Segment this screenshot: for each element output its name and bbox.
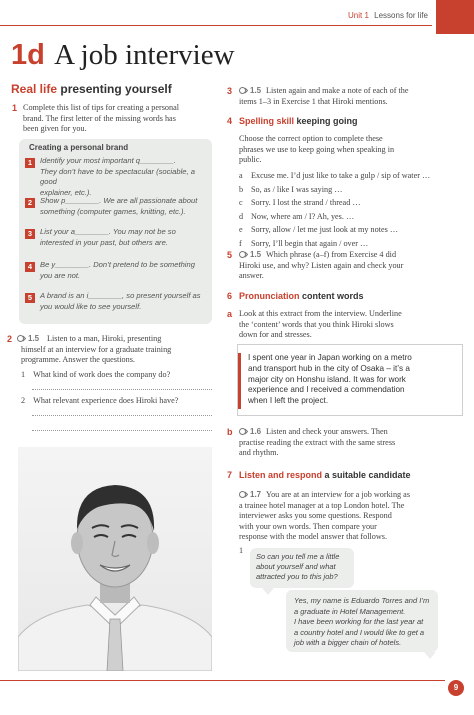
ex3-line: items 1–3 in Exercise 1 that Hiroki mentions. [239, 96, 388, 106]
ex2-q-num: 1 [21, 370, 26, 379]
ex4-item [239, 223, 464, 237]
item-text: So, as / like I was saying … [251, 184, 343, 194]
answer-line[interactable] [32, 430, 212, 431]
quote-accent-bar [238, 353, 241, 409]
lesson-name: A job interview [54, 39, 235, 71]
tip-5 [40, 291, 210, 312]
ex3-track: 1.5 [250, 86, 262, 95]
quote-line: major city on Honshu island. It was for work [248, 374, 406, 384]
tip-line: something (computer games, knitting, etc.). [40, 206, 186, 216]
unit-label: Unit 1 [348, 11, 369, 20]
ex4-item [239, 196, 464, 210]
ex7-track: 1.7 [250, 490, 262, 499]
tip-line: List your a________. You may not be so [40, 227, 176, 236]
ex4-heading [239, 116, 358, 126]
bubble-line: attracted you to this job? [256, 572, 338, 581]
bubble-line: I have been working for the last year at [294, 617, 424, 627]
section-heading-black: presenting yourself [60, 82, 172, 96]
ex5-line: answer. [239, 271, 264, 281]
item-letter: f [239, 238, 242, 248]
item-text: Sorry, I’ll begin that again / over … [251, 238, 369, 248]
item-letter: e [239, 225, 243, 235]
tip-line: you are not. [40, 270, 81, 280]
unit-title: Lessons for life [374, 11, 428, 20]
tip-number: 4 [25, 262, 35, 272]
ex5-track: 1.5 [250, 250, 262, 259]
bubble-line: So can you tell me a little [256, 552, 340, 561]
bubble-line: Yes, my name is Eduardo Torres and I’m [294, 596, 430, 605]
ex6-heading-black: content words [302, 291, 364, 301]
answer-line[interactable] [32, 415, 212, 416]
item-text: Sorry, allow / let me just look at my notes … [251, 225, 399, 235]
tip-line: Identify your most important q________. [40, 156, 176, 165]
ex5-text [239, 250, 459, 282]
ex6a-line: down for and stresses. [239, 330, 312, 340]
ex6b-line: practise reading the extract with the same stress [239, 437, 396, 447]
page-number: 9 [448, 680, 464, 696]
bubble-line: about yourself and what [256, 562, 336, 571]
lesson-code: 1d [11, 39, 45, 71]
tip-line: Show p________. We are all passionate about [40, 196, 198, 205]
ex2-instr-line: programme. Answer the questions. [21, 355, 135, 365]
ex1-instr-line: been given for you. [23, 124, 87, 134]
ex6b-line: and rhythm. [239, 448, 279, 458]
candidate-speech-bubble [286, 590, 438, 652]
ex3-text [239, 86, 459, 107]
ex4-item [239, 210, 464, 224]
item-letter: c [239, 198, 243, 208]
ex7-number: 7 [227, 470, 233, 480]
tip-1 [40, 156, 210, 198]
ex4-item [239, 169, 464, 183]
ex7-line: You are at an interview for a job working as [266, 490, 411, 499]
tip-number: 3 [25, 229, 35, 239]
ex7-heading-red: Listen and respond [239, 470, 323, 480]
interviewer-speech-bubble [250, 548, 354, 588]
running-header [348, 11, 428, 20]
hiroki-photo [18, 447, 212, 671]
item-text: Sorry. I lost the strand / thread … [251, 198, 361, 208]
extract-quote-box [237, 344, 463, 416]
ex6b-text [239, 427, 464, 459]
tip-line: They don’t have to be spectacular (sociable, a good [40, 166, 195, 187]
quote-line: and transport hub in the city of Osaka – it’s a [248, 363, 410, 373]
ex6-heading-red: Pronunciation [239, 291, 300, 301]
ex4-heading-black: keeping going [296, 116, 358, 126]
tip-2 [40, 196, 210, 217]
ex2-instr-line: Listen to a man, Hiroki, presenting [47, 334, 162, 343]
bubble-line: a graduate in Hotel Management. [294, 606, 406, 616]
quote-line: when I left the project. [248, 396, 329, 406]
bubble-tail [262, 588, 274, 595]
ex7-line: response with the model answer that follows. [239, 532, 388, 542]
ex4-item [239, 183, 464, 197]
tip-number: 5 [25, 293, 35, 303]
ex5-number: 5 [227, 250, 233, 260]
ex4-instructions [239, 134, 459, 166]
ex6a-label: a [227, 309, 233, 319]
tip-number: 2 [25, 198, 35, 208]
lesson-title [11, 38, 235, 72]
ex2-q-text: What relevant experience does Hiroki have? [33, 396, 179, 405]
ex6b-line: Listen and check your answers. Then [266, 427, 388, 436]
ex2-instructions [21, 334, 221, 366]
ex6-number: 6 [227, 291, 233, 301]
item-text: Now, where am / I? Ah, yes. … [251, 211, 355, 221]
ex4-number: 4 [227, 116, 233, 126]
bubble-line: a country hotel and I would like to get a [294, 627, 425, 637]
ex4-item [239, 237, 464, 251]
tip-3 [40, 227, 210, 248]
quote-line: experience and I received a commendation [248, 385, 405, 395]
ex4-items [239, 169, 464, 251]
ex1-instructions [23, 103, 223, 135]
ex4-heading-red: Spelling skill [239, 116, 295, 126]
tip-line: you would like to see yourself. [40, 301, 142, 311]
person-portrait-illustration [18, 447, 212, 671]
ex2-q-text: What kind of work does the company do? [33, 370, 171, 379]
section-heading [11, 82, 172, 96]
ex7-line: with your own words. Then compare your [239, 521, 377, 531]
ex7-heading-black: a suitable candidate [324, 470, 411, 480]
ex2-track: 1.5 [28, 334, 40, 343]
ex7-item-number: 1 [239, 546, 244, 555]
quote-line: I spent one year in Japan working on a metro [248, 353, 412, 362]
tip-box [19, 139, 212, 324]
ex5-line: Which phrase (a–f) from Exercise 4 did [266, 250, 397, 259]
ex4-instr-line: public. [239, 155, 262, 165]
ex1-instr-line: Complete this list of tips for creating a personal [23, 103, 179, 112]
corner-tab [436, 0, 474, 34]
bubble-tail [424, 652, 436, 659]
ex1-instr-line: brand. The first letter of the missing words has [23, 113, 176, 123]
ex4-instr-line: Choose the correct option to complete these [239, 134, 383, 143]
header-rule [0, 25, 432, 26]
ex2-number: 2 [7, 334, 13, 344]
ex2-instr-line: himself at an interview for a graduate training [21, 344, 172, 354]
ex2-q-num: 2 [21, 396, 26, 405]
ex5-line: Hiroki use, and why? Listen again and check your [239, 260, 404, 270]
tip-4 [40, 260, 210, 281]
item-letter: d [239, 211, 244, 221]
tip-line: explainer, etc.). [40, 187, 92, 197]
ex2-q1 [21, 370, 170, 381]
ex3-line: Listen again and make a note of each of the [266, 86, 409, 95]
answer-line[interactable] [32, 389, 212, 390]
tip-line: interested in your past, but others are. [40, 237, 168, 247]
ex6a-line: the ‘content’ words that you think Hiroki slows [239, 319, 394, 329]
ex6a-line: Look at this extract from the interview. Underline [239, 309, 402, 318]
tip-line: A brand is an i________, so present yourself as [40, 291, 201, 300]
ex3-number: 3 [227, 86, 233, 96]
section-heading-red: Real life [11, 82, 58, 96]
ex7-line: interviewer asks you some questions. Respond [239, 511, 392, 521]
ex6a-text [239, 309, 464, 341]
item-text: Excuse me. I’d just like to take a gulp / sip of water … [251, 171, 431, 180]
item-letter: b [239, 184, 244, 194]
tip-number: 1 [25, 158, 35, 168]
ex4-instr-line: phrases we use to keep going when speaking in [239, 144, 395, 154]
ex6-heading [239, 291, 364, 301]
ex2-q2 [21, 396, 178, 407]
ex7-text [239, 490, 464, 543]
tip-line: Be y________. Don’t pretend to be something [40, 260, 195, 269]
ex1-number: 1 [12, 103, 18, 113]
bubble-line: job with a bigger chain of hotels. [294, 638, 402, 648]
ex6b-label: b [227, 427, 233, 437]
footer-rule [0, 680, 445, 681]
tip-box-title: Creating a personal brand [29, 143, 129, 152]
ex7-line: a trainee hotel manager at a top London hotel. The [239, 500, 405, 510]
ex6b-track: 1.6 [250, 427, 262, 436]
item-letter: a [239, 171, 243, 180]
ex7-heading [239, 470, 411, 480]
